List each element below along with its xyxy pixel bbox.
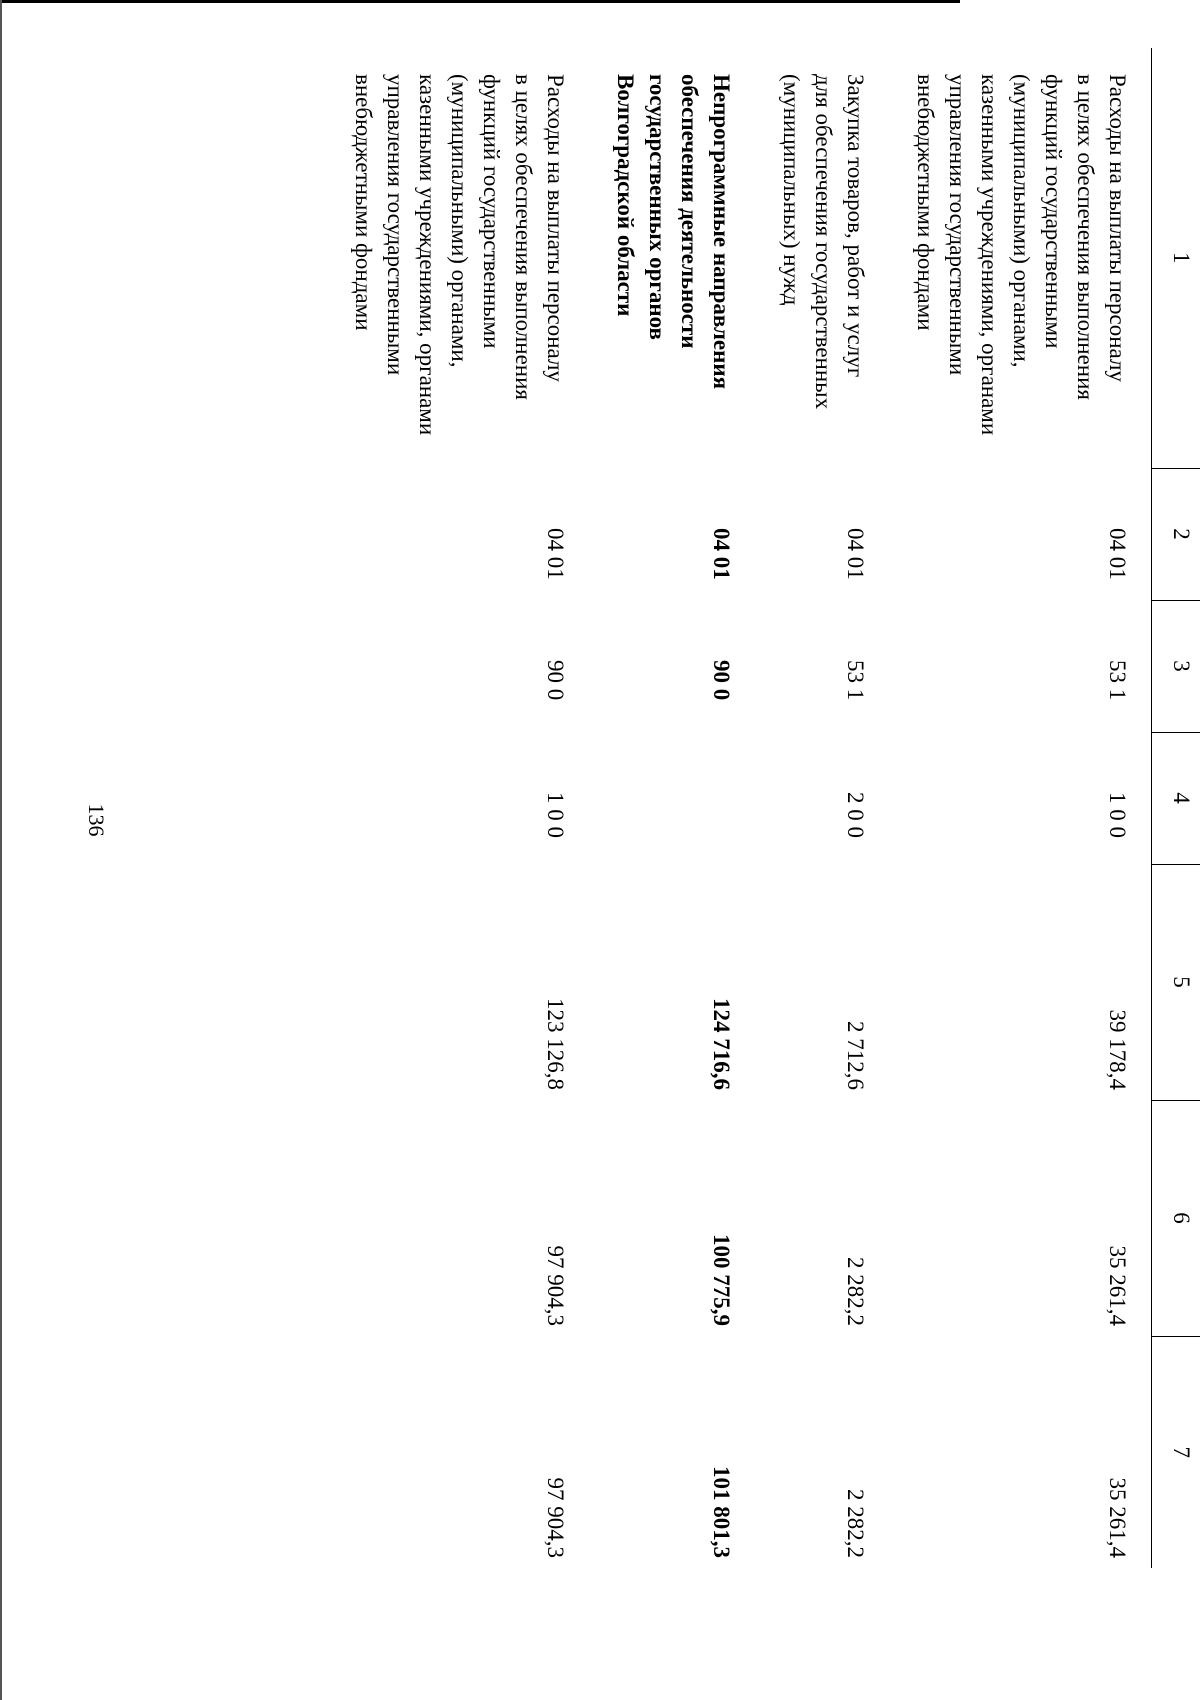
amount-col5-cell: 39 178,4: [1105, 1009, 1130, 1090]
amount-col7-cell: 2 282,2: [843, 1489, 868, 1558]
section-code-cell: 04 01: [543, 528, 568, 580]
table-row: [327, 48, 589, 1568]
section-code-cell: 04 01: [843, 528, 868, 580]
name-line: управления государственными: [383, 74, 408, 376]
name-line: Волгоградской области: [613, 74, 638, 317]
expense-type-cell: [589, 732, 755, 864]
header-col-2: 2: [1152, 468, 1200, 600]
name-line: в целях обеспечения выполнения: [1073, 74, 1098, 400]
section-code-cell: 04 01: [1105, 528, 1130, 580]
name-line: внебюджетными фондами: [913, 74, 938, 331]
page-number: 136: [84, 803, 109, 837]
table-row: [755, 48, 889, 1568]
scan-edge-left: [0, 0, 2, 1700]
row-name-cell: [889, 48, 1152, 468]
expense-type-cell: 1 0 0: [1105, 792, 1130, 838]
target-code-cell: 53 1: [1105, 660, 1130, 701]
amount-col6-cell: 100 775,9: [709, 1234, 734, 1326]
name-line: (муниципальными) органами,: [447, 74, 472, 368]
amount-col7-cell: 101 801,3: [709, 1466, 734, 1558]
section-code-cell: 04 01: [709, 528, 734, 580]
row-name-cell: [589, 48, 755, 468]
table-header-row: [1152, 48, 1200, 1568]
table-row: [589, 48, 755, 1568]
name-line: внебюджетными фондами: [351, 74, 376, 331]
name-line: управления государственными: [945, 74, 970, 376]
target-code-cell: 53 1: [843, 660, 868, 701]
header-col-1: 1: [1152, 48, 1200, 468]
amount-col5-cell: 123 126,8: [543, 998, 568, 1090]
amount-col6-cell: 2 282,2: [843, 1257, 868, 1326]
header-col-6: 6: [1152, 1100, 1200, 1336]
name-line: Расходы на выплаты персоналу: [543, 74, 568, 382]
rotated-table-container: [200, 48, 1200, 1568]
name-line: (муниципальных) нужд: [779, 74, 804, 306]
target-code-cell: 90 0: [543, 660, 568, 701]
name-line: Непрограммные направления: [709, 74, 734, 390]
row-name-cell: [755, 48, 889, 468]
amount-col5-cell: 2 712,6: [843, 1021, 868, 1090]
amount-col6-cell: 97 904,3: [543, 1245, 568, 1326]
name-line: функций государственными: [479, 74, 504, 349]
amount-col7-cell: 35 261,4: [1105, 1477, 1130, 1558]
name-line: (муниципальными) органами,: [1009, 74, 1034, 368]
amount-col6-cell: 35 261,4: [1105, 1245, 1130, 1326]
expense-type-cell: 1 0 0: [543, 792, 568, 838]
header-col-4: 4: [1152, 732, 1200, 864]
name-line: в целях обеспечения выполнения: [511, 74, 536, 400]
table-row: [889, 48, 1152, 1568]
amount-col7-cell: 97 904,3: [543, 1477, 568, 1558]
name-line: государственных органов: [645, 74, 670, 340]
name-line: обеспечения деятельности: [677, 74, 702, 349]
header-col-3: 3: [1152, 600, 1200, 732]
budget-table: [327, 48, 1200, 1568]
row-name-cell: [327, 48, 589, 468]
expense-type-cell: 2 0 0: [843, 792, 868, 838]
header-col-7: 7: [1152, 1336, 1200, 1568]
name-line: казенными учреждениями, органами: [977, 74, 1002, 436]
name-line: Расходы на выплаты персоналу: [1105, 74, 1130, 382]
scan-edge-top: [0, 0, 960, 3]
target-code-cell: 90 0: [709, 660, 734, 701]
name-line: для обеспечения государственных: [811, 74, 836, 410]
header-col-5: 5: [1152, 864, 1200, 1100]
name-line: функций государственными: [1041, 74, 1066, 349]
name-line: казенными учреждениями, органами: [415, 74, 440, 436]
name-line: Закупка товаров, работ и услуг: [843, 74, 868, 378]
amount-col5-cell: 124 716,6: [709, 998, 734, 1090]
